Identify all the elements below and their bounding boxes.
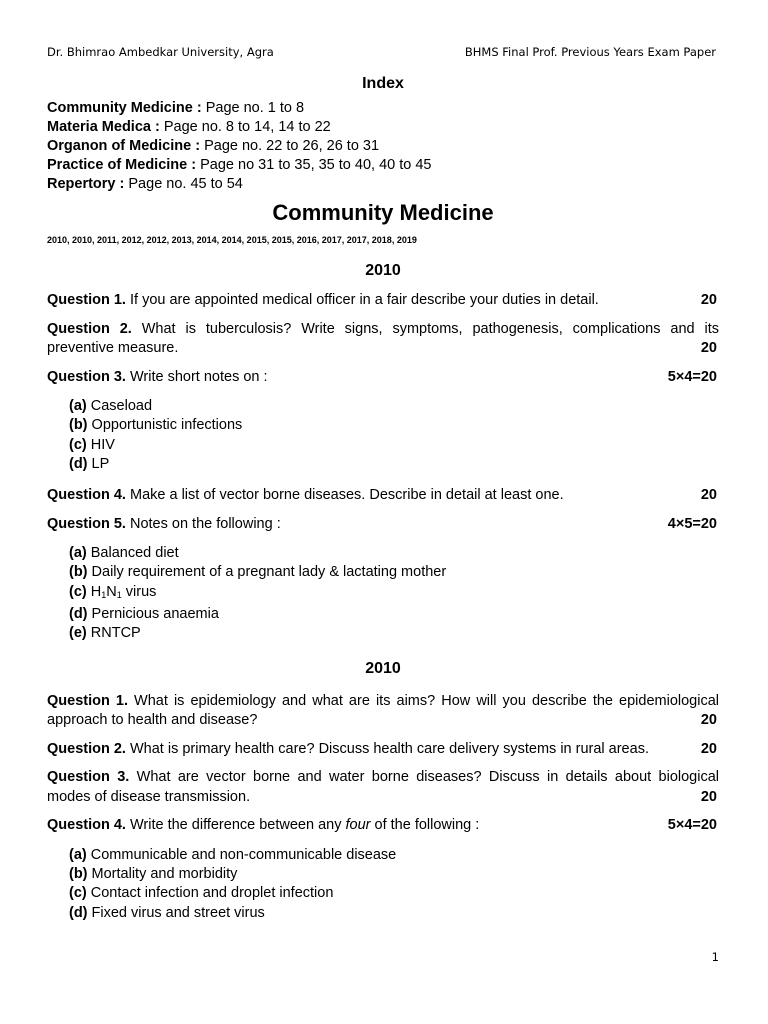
question bbox=[47, 486, 719, 506]
sub-question-list bbox=[69, 846, 719, 923]
question bbox=[47, 692, 719, 731]
sub-question bbox=[69, 436, 719, 455]
question-text: What is tuberculosis? Write signs, symptoms, pathogenesis, complications and its preventive measure. bbox=[47, 320, 719, 356]
sub-question-text: Mortality and morbidity bbox=[87, 865, 238, 882]
page-number: 1 bbox=[711, 950, 719, 964]
question bbox=[47, 320, 719, 359]
page-content bbox=[47, 74, 719, 923]
question-number: Question 2. bbox=[47, 320, 132, 337]
index-item bbox=[47, 137, 719, 156]
sub-question-label: (a) bbox=[69, 545, 87, 562]
sub-question-text: Pernicious anaemia bbox=[87, 606, 219, 623]
question-number: Question 4. bbox=[47, 487, 126, 504]
sub-question bbox=[69, 544, 719, 563]
index-item-pages: Page no. 22 to 26, 26 to 31 bbox=[200, 138, 380, 154]
sub-question-label: (c) bbox=[69, 885, 87, 902]
year-heading: 2010 bbox=[365, 262, 401, 279]
question-marks: 20 bbox=[700, 292, 717, 308]
question-text: What is primary health care? Discuss health care delivery systems in rural areas. bbox=[125, 740, 649, 757]
sub-question bbox=[69, 904, 719, 923]
question-text: What is epidemiology and what are its aims? How will you describe the epidemiological approach to health and disease? bbox=[47, 692, 719, 729]
sub-question-list bbox=[69, 397, 719, 474]
index-item bbox=[47, 175, 719, 194]
question-number: Question 5. bbox=[47, 515, 126, 532]
question-marks: 20 bbox=[700, 340, 717, 356]
question bbox=[47, 515, 719, 535]
sub-question bbox=[69, 397, 719, 416]
sub-question-text: Opportunistic infections bbox=[87, 417, 243, 434]
subscript-2: 1 bbox=[116, 589, 122, 600]
sub-question-text: Contact infection and droplet infection bbox=[86, 885, 334, 902]
section-title: Community Medicine bbox=[272, 200, 494, 225]
question-text: of the following : bbox=[370, 817, 480, 834]
sub-question-label: (b) bbox=[69, 865, 88, 882]
sub-question bbox=[69, 455, 719, 474]
sub-question-text: Daily requirement of a pregnant lady & lactating mother bbox=[87, 564, 447, 581]
sub-question-label: (a) bbox=[69, 846, 87, 863]
question bbox=[47, 768, 719, 807]
question-number: Question 1. bbox=[47, 692, 128, 709]
question-number: Question 3. bbox=[47, 769, 130, 786]
page-header bbox=[47, 45, 716, 61]
sub-question-text: Communicable and non-communicable disease bbox=[86, 846, 397, 863]
sub-question-label: (c) bbox=[69, 583, 87, 600]
sub-question-label: (d) bbox=[69, 904, 88, 921]
sub-question-label: (a) bbox=[69, 398, 87, 414]
question bbox=[47, 740, 719, 760]
question-marks: 20 bbox=[700, 788, 717, 805]
sub-question-label: (b) bbox=[69, 417, 88, 434]
sub-question-label: (d) bbox=[69, 455, 88, 472]
question bbox=[47, 291, 719, 311]
sub-question bbox=[69, 884, 719, 903]
sub-question-text: Fixed virus and street virus bbox=[87, 904, 265, 921]
index-list bbox=[47, 99, 719, 194]
sub-question bbox=[69, 865, 719, 884]
question-marks: 20 bbox=[700, 712, 717, 729]
virus-name-h: H bbox=[86, 583, 102, 600]
index-item-pages: Page no 31 to 35, 35 to 40, 40 to 45 bbox=[196, 157, 432, 173]
sub-question-text: RNTCP bbox=[86, 625, 141, 642]
question bbox=[47, 816, 719, 836]
virus-suffix: virus bbox=[121, 583, 157, 600]
sub-question bbox=[69, 583, 719, 605]
index-title: Index bbox=[362, 75, 404, 92]
sub-question-list bbox=[69, 544, 719, 643]
virus-name-n: N bbox=[106, 583, 117, 600]
sub-question-text: LP bbox=[87, 455, 110, 472]
sub-question-text: Balanced diet bbox=[86, 545, 179, 562]
question-text-emphasis: four bbox=[345, 817, 371, 834]
question-marks: 5×4=20 bbox=[667, 817, 717, 834]
years-list: 2010, 2010, 2011, 2012, 2012, 2013, 2014, 2014, 2015, 2015, 2016, 2017, 2017, 2018, 2019 bbox=[47, 235, 417, 245]
sub-question-label: (c) bbox=[69, 436, 87, 453]
sub-question-label: (b) bbox=[69, 564, 88, 581]
sub-question bbox=[69, 846, 719, 865]
question-marks: 5×4=20 bbox=[667, 368, 717, 385]
index-item-label: Materia Medica : bbox=[47, 119, 160, 135]
question-text: If you are appointed medical officer in a fair describe your duties in detail. bbox=[125, 292, 599, 308]
index-item bbox=[47, 118, 719, 137]
index-item-pages: Page no. 1 to 8 bbox=[201, 100, 305, 116]
question-text: What are vector borne and water borne diseases? Discuss in details about biological modes of disease transmission. bbox=[47, 769, 720, 805]
index-item-pages: Page no. 45 to 54 bbox=[124, 176, 243, 192]
sub-question bbox=[69, 416, 719, 435]
subscript-1: 1 bbox=[101, 589, 107, 600]
question-text: Notes on the following : bbox=[125, 515, 281, 532]
question-number: Question 4. bbox=[47, 817, 126, 834]
index-item bbox=[47, 99, 719, 118]
question bbox=[47, 368, 719, 388]
question-marks: 20 bbox=[700, 487, 717, 504]
question-text: Write the difference between any bbox=[125, 817, 346, 834]
sub-question-label: (e) bbox=[69, 625, 87, 642]
header-university: Dr. Bhimrao Ambedkar University, Agra bbox=[47, 45, 274, 59]
question-marks: 20 bbox=[700, 740, 717, 757]
sub-question-label: (d) bbox=[69, 606, 88, 623]
question-text: Write short notes on : bbox=[125, 368, 268, 385]
index-item-label: Community Medicine : bbox=[47, 100, 202, 116]
question-number: Question 3. bbox=[47, 368, 126, 385]
index-item-label: Practice of Medicine : bbox=[47, 157, 197, 173]
question-number: Question 2. bbox=[47, 740, 126, 757]
question-number: Question 1. bbox=[47, 292, 126, 308]
sub-question bbox=[69, 624, 719, 643]
question-marks: 4×5=20 bbox=[667, 515, 717, 532]
sub-question-text: Caseload bbox=[86, 398, 153, 414]
index-item-pages: Page no. 8 to 14, 14 to 22 bbox=[159, 119, 331, 135]
sub-question-text: HIV bbox=[86, 436, 115, 453]
index-item-label: Organon of Medicine : bbox=[47, 138, 201, 154]
sub-question bbox=[69, 563, 719, 582]
year-heading: 2010 bbox=[365, 659, 401, 677]
index-item bbox=[47, 156, 719, 175]
header-paper-title: BHMS Final Prof. Previous Years Exam Paper bbox=[464, 45, 716, 59]
question-text: Make a list of vector borne diseases. Describe in detail at least one. bbox=[125, 487, 564, 504]
sub-question bbox=[69, 605, 719, 624]
index-item-label: Repertory : bbox=[47, 176, 125, 192]
